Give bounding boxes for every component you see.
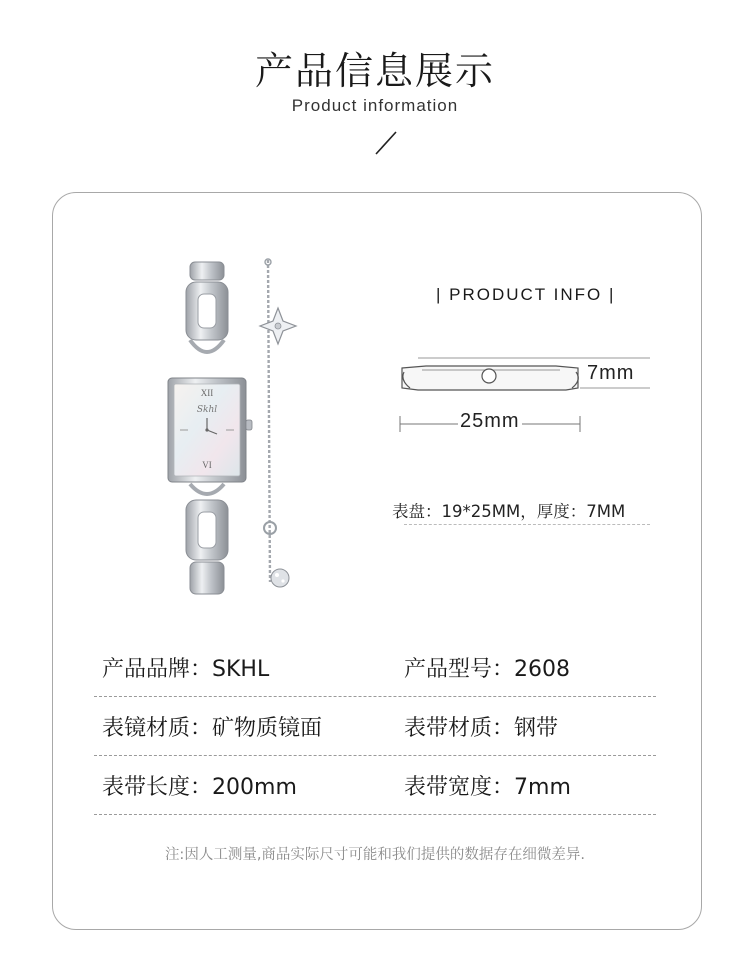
spec-label: 表带材质： (404, 716, 515, 741)
row-divider (94, 814, 656, 815)
product-info-heading: | PRODUCT INFO | (436, 285, 616, 304)
spec-divider (404, 524, 650, 525)
spec-strap-material (404, 711, 558, 742)
spec-value: 钢带 (514, 716, 559, 741)
measurement-note: 注:因人工测量,商品实际尺寸可能和我们提供的数据存在细微差异. (164, 847, 586, 863)
spec-label: 产品品牌： (102, 657, 213, 682)
spec-strap-width (404, 770, 571, 801)
spec-label: 产品型号： (404, 657, 515, 682)
row-divider (94, 696, 656, 697)
spec-row (94, 652, 656, 712)
dial-numeral-bottom: VI (202, 460, 212, 470)
case-width-label: 25mm (460, 410, 520, 432)
dial-spec-text: 表盘：19*25MM，厚度：7MM (392, 502, 626, 521)
slash-divider-icon (374, 130, 398, 156)
spec-value: SKHL (212, 657, 270, 682)
spec-glass-material (102, 711, 322, 742)
spec-row (94, 711, 656, 771)
spec-value: 矿物质镜面 (212, 716, 323, 741)
page-subtitle: Product information (291, 96, 459, 115)
spec-row (94, 770, 656, 830)
spec-label: 表带长度： (102, 775, 213, 800)
page-title: 产品信息展示 (254, 49, 495, 93)
spec-model (404, 652, 570, 683)
spec-value: 7mm (514, 775, 571, 800)
row-divider (94, 755, 656, 756)
dial-logo: Skhl (196, 405, 218, 415)
spec-value: 200mm (212, 775, 297, 800)
watch-product-image (150, 252, 310, 602)
spec-strap-length (102, 770, 297, 801)
dial-numeral-top: XII (200, 388, 214, 398)
spec-brand (102, 652, 269, 683)
spec-label: 表镜材质： (102, 716, 213, 741)
case-thickness-label: 7mm (587, 362, 635, 384)
spec-label: 表带宽度： (404, 775, 515, 800)
spec-value: 2608 (514, 657, 571, 682)
